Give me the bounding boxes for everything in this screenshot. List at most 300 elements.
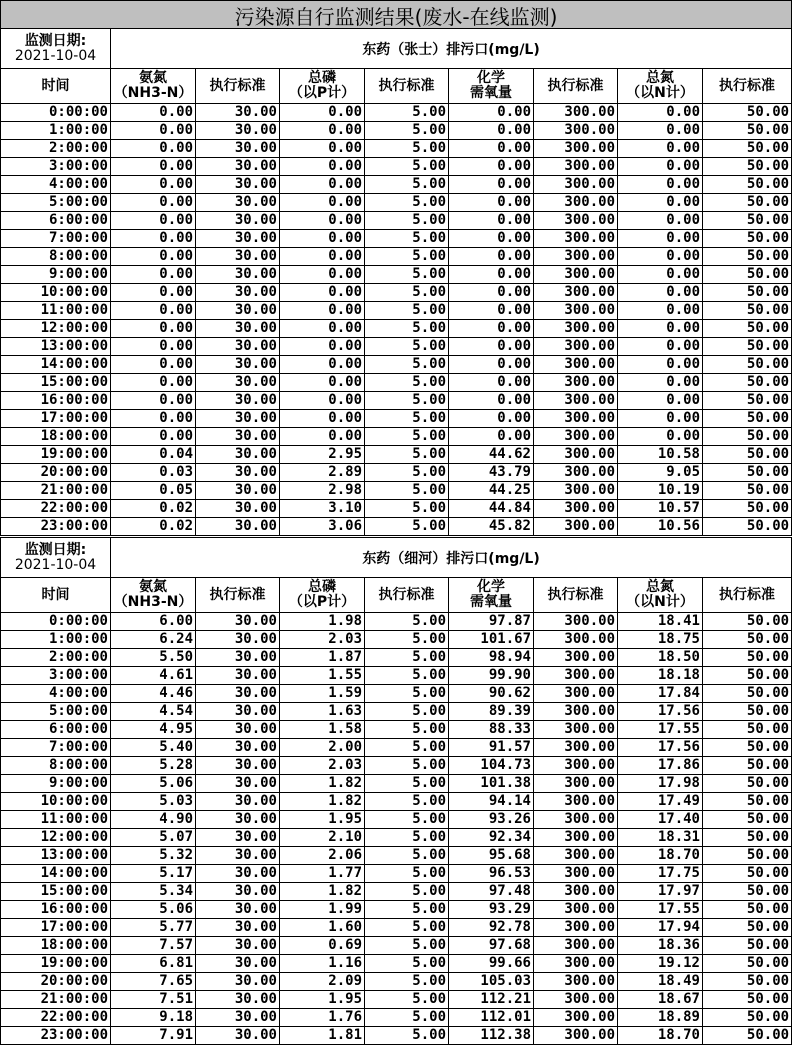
time-cell: 5:00:00: [1, 194, 111, 212]
standard-cell: 50.00: [703, 446, 792, 464]
phosphorus-cell: 1.99: [280, 901, 365, 919]
time-cell: 8:00:00: [1, 757, 111, 775]
monitoring-table-xihe: [0, 537, 792, 1045]
table-row: [1, 428, 792, 446]
ammonia-cell: 4.90: [111, 811, 196, 829]
standard-cell: 30.00: [196, 847, 280, 865]
standard-cell: 300.00: [534, 266, 618, 284]
standard-cell: 5.00: [365, 464, 449, 482]
nitrogen-cell: 18.41: [618, 613, 703, 631]
phosphorus-cell: 3.10: [280, 500, 365, 518]
nitrogen-cell: 18.75: [618, 631, 703, 649]
nitrogen-cell: 0.00: [618, 392, 703, 410]
standard-cell: 30.00: [196, 230, 280, 248]
standard-cell: 300.00: [534, 721, 618, 739]
standard-cell: 50.00: [703, 284, 792, 302]
header-cod: 化学 需氧量: [449, 578, 534, 613]
phosphorus-cell: 0.00: [280, 104, 365, 122]
nitrogen-cell: 18.31: [618, 829, 703, 847]
time-cell: 16:00:00: [1, 392, 111, 410]
cod-cell: 92.78: [449, 919, 534, 937]
time-cell: 22:00:00: [1, 1009, 111, 1027]
time-cell: 4:00:00: [1, 685, 111, 703]
standard-cell: 30.00: [196, 410, 280, 428]
ammonia-cell: 4.46: [111, 685, 196, 703]
standard-cell: 300.00: [534, 1027, 618, 1045]
nitrogen-cell: 18.50: [618, 649, 703, 667]
cod-cell: 112.01: [449, 1009, 534, 1027]
table-row: [1, 847, 792, 865]
phosphorus-cell: 0.00: [280, 122, 365, 140]
standard-cell: 5.00: [365, 847, 449, 865]
standard-cell: 50.00: [703, 973, 792, 991]
table-row: [1, 320, 792, 338]
time-cell: 21:00:00: [1, 991, 111, 1009]
time-cell: 15:00:00: [1, 883, 111, 901]
header-cod: 化学 需氧量: [449, 69, 534, 104]
standard-cell: 5.00: [365, 338, 449, 356]
ammonia-cell: 5.28: [111, 757, 196, 775]
time-cell: 11:00:00: [1, 811, 111, 829]
header-total-phosphorus: 总磷 （以P计）: [280, 578, 365, 613]
ammonia-cell: 0.00: [111, 302, 196, 320]
table-row: [1, 811, 792, 829]
standard-cell: 5.00: [365, 757, 449, 775]
cod-cell: 105.03: [449, 973, 534, 991]
time-cell: 11:00:00: [1, 302, 111, 320]
standard-cell: 30.00: [196, 1027, 280, 1045]
standard-cell: 300.00: [534, 104, 618, 122]
time-cell: 13:00:00: [1, 338, 111, 356]
standard-cell: 50.00: [703, 757, 792, 775]
ammonia-cell: 0.00: [111, 140, 196, 158]
time-cell: 2:00:00: [1, 649, 111, 667]
standard-cell: 50.00: [703, 140, 792, 158]
ammonia-cell: 0.00: [111, 392, 196, 410]
time-cell: 19:00:00: [1, 955, 111, 973]
standard-cell: 50.00: [703, 991, 792, 1009]
standard-cell: 50.00: [703, 955, 792, 973]
standard-cell: 30.00: [196, 248, 280, 266]
standard-cell: 5.00: [365, 266, 449, 284]
nitrogen-cell: 17.75: [618, 865, 703, 883]
standard-cell: 5.00: [365, 811, 449, 829]
phosphorus-cell: 0.00: [280, 356, 365, 374]
standard-cell: 50.00: [703, 518, 792, 536]
ammonia-cell: 7.57: [111, 937, 196, 955]
cod-cell: 97.68: [449, 937, 534, 955]
ammonia-cell: 0.00: [111, 158, 196, 176]
cod-cell: 92.34: [449, 829, 534, 847]
standard-cell: 50.00: [703, 865, 792, 883]
table-row: [1, 176, 792, 194]
nitrogen-cell: 0.00: [618, 428, 703, 446]
table-row: [1, 104, 792, 122]
standard-cell: 5.00: [365, 1009, 449, 1027]
ammonia-cell: 4.95: [111, 721, 196, 739]
monitor-date: 2021-10-04: [14, 47, 97, 64]
nitrogen-cell: 0.00: [618, 284, 703, 302]
header-standard: 执行标准: [703, 69, 792, 104]
column-header-row: [1, 578, 792, 613]
standard-cell: 5.00: [365, 667, 449, 685]
standard-cell: 30.00: [196, 991, 280, 1009]
standard-cell: 50.00: [703, 613, 792, 631]
phosphorus-cell: 0.00: [280, 158, 365, 176]
cod-cell: 98.94: [449, 649, 534, 667]
standard-cell: 30.00: [196, 829, 280, 847]
column-header-row: [1, 69, 792, 104]
standard-cell: 5.00: [365, 410, 449, 428]
standard-cell: 300.00: [534, 230, 618, 248]
ammonia-cell: 0.00: [111, 428, 196, 446]
phosphorus-cell: 3.06: [280, 518, 365, 536]
standard-cell: 30.00: [196, 613, 280, 631]
table-row: [1, 356, 792, 374]
standard-cell: 30.00: [196, 158, 280, 176]
standard-cell: 30.00: [196, 793, 280, 811]
standard-cell: 5.00: [365, 428, 449, 446]
phosphorus-cell: 1.98: [280, 613, 365, 631]
table-row: [1, 775, 792, 793]
standard-cell: 30.00: [196, 500, 280, 518]
header-ammonia: 氨氮 （NH3-N）: [111, 578, 196, 613]
standard-cell: 300.00: [534, 667, 618, 685]
cod-cell: 0.00: [449, 158, 534, 176]
outlet-name: 东药（张士）排污口(mg/L): [111, 29, 792, 69]
standard-cell: 30.00: [196, 667, 280, 685]
table-row: [1, 482, 792, 500]
standard-cell: 300.00: [534, 446, 618, 464]
time-cell: 10:00:00: [1, 284, 111, 302]
ammonia-cell: 6.24: [111, 631, 196, 649]
table-row: [1, 1009, 792, 1027]
time-cell: 6:00:00: [1, 721, 111, 739]
ammonia-cell: 5.50: [111, 649, 196, 667]
standard-cell: 300.00: [534, 356, 618, 374]
cod-cell: 88.33: [449, 721, 534, 739]
ammonia-cell: 0.00: [111, 284, 196, 302]
table-row: [1, 757, 792, 775]
standard-cell: 30.00: [196, 464, 280, 482]
cod-cell: 101.38: [449, 775, 534, 793]
nitrogen-cell: 17.56: [618, 703, 703, 721]
nitrogen-cell: 0.00: [618, 140, 703, 158]
standard-cell: 5.00: [365, 284, 449, 302]
standard-cell: 5.00: [365, 302, 449, 320]
standard-cell: 30.00: [196, 937, 280, 955]
standard-cell: 300.00: [534, 392, 618, 410]
standard-cell: 5.00: [365, 176, 449, 194]
time-cell: 9:00:00: [1, 266, 111, 284]
time-cell: 3:00:00: [1, 667, 111, 685]
time-cell: 14:00:00: [1, 356, 111, 374]
time-cell: 9:00:00: [1, 775, 111, 793]
table-row: [1, 667, 792, 685]
standard-cell: 30.00: [196, 883, 280, 901]
phosphorus-cell: 0.69: [280, 937, 365, 955]
time-cell: 20:00:00: [1, 973, 111, 991]
phosphorus-cell: 0.00: [280, 230, 365, 248]
header-total-nitrogen: 总氮 （以N计）: [618, 578, 703, 613]
ammonia-cell: 0.00: [111, 104, 196, 122]
time-cell: 15:00:00: [1, 374, 111, 392]
standard-cell: 50.00: [703, 428, 792, 446]
standard-cell: 30.00: [196, 338, 280, 356]
cod-cell: 91.57: [449, 739, 534, 757]
nitrogen-cell: 0.00: [618, 320, 703, 338]
cod-cell: 0.00: [449, 284, 534, 302]
table-row: [1, 631, 792, 649]
time-cell: 18:00:00: [1, 937, 111, 955]
header-total-phosphorus: 总磷 （以P计）: [280, 69, 365, 104]
phosphorus-cell: 0.00: [280, 302, 365, 320]
phosphorus-cell: 2.95: [280, 446, 365, 464]
cod-cell: 0.00: [449, 392, 534, 410]
standard-cell: 300.00: [534, 991, 618, 1009]
standard-cell: 50.00: [703, 721, 792, 739]
cod-cell: 99.66: [449, 955, 534, 973]
data-rows: [1, 613, 792, 1045]
phosphorus-cell: 2.10: [280, 829, 365, 847]
standard-cell: 5.00: [365, 685, 449, 703]
nitrogen-cell: 0.00: [618, 194, 703, 212]
standard-cell: 300.00: [534, 176, 618, 194]
phosphorus-cell: 2.06: [280, 847, 365, 865]
standard-cell: 50.00: [703, 919, 792, 937]
cod-cell: 112.38: [449, 1027, 534, 1045]
time-cell: 3:00:00: [1, 158, 111, 176]
cod-cell: 0.00: [449, 338, 534, 356]
phosphorus-cell: 0.00: [280, 320, 365, 338]
phosphorus-cell: 1.59: [280, 685, 365, 703]
ammonia-cell: 0.00: [111, 122, 196, 140]
standard-cell: 50.00: [703, 667, 792, 685]
time-cell: 20:00:00: [1, 464, 111, 482]
time-cell: 7:00:00: [1, 739, 111, 757]
standard-cell: 5.00: [365, 320, 449, 338]
nitrogen-cell: 0.00: [618, 230, 703, 248]
time-cell: 16:00:00: [1, 901, 111, 919]
table-row: [1, 829, 792, 847]
standard-cell: 300.00: [534, 1009, 618, 1027]
standard-cell: 5.00: [365, 248, 449, 266]
time-cell: 19:00:00: [1, 446, 111, 464]
time-cell: 14:00:00: [1, 865, 111, 883]
time-cell: 12:00:00: [1, 829, 111, 847]
nitrogen-cell: 17.40: [618, 811, 703, 829]
standard-cell: 300.00: [534, 775, 618, 793]
nitrogen-cell: 0.00: [618, 248, 703, 266]
cod-cell: 44.62: [449, 446, 534, 464]
standard-cell: 5.00: [365, 937, 449, 955]
standard-cell: 5.00: [365, 649, 449, 667]
nitrogen-cell: 19.12: [618, 955, 703, 973]
monitoring-table-zhangshi: [0, 28, 792, 536]
standard-cell: 30.00: [196, 721, 280, 739]
standard-cell: 30.00: [196, 374, 280, 392]
nitrogen-cell: 17.56: [618, 739, 703, 757]
standard-cell: 300.00: [534, 212, 618, 230]
nitrogen-cell: 18.67: [618, 991, 703, 1009]
standard-cell: 300.00: [534, 631, 618, 649]
phosphorus-cell: 0.00: [280, 248, 365, 266]
ammonia-cell: 0.02: [111, 500, 196, 518]
standard-cell: 30.00: [196, 865, 280, 883]
standard-cell: 300.00: [534, 302, 618, 320]
table-row: [1, 883, 792, 901]
standard-cell: 30.00: [196, 775, 280, 793]
ammonia-cell: 6.81: [111, 955, 196, 973]
phosphorus-cell: 1.87: [280, 649, 365, 667]
cod-cell: 0.00: [449, 212, 534, 230]
table-row: [1, 500, 792, 518]
standard-cell: 30.00: [196, 703, 280, 721]
ammonia-cell: 0.00: [111, 212, 196, 230]
nitrogen-cell: 0.00: [618, 158, 703, 176]
nitrogen-cell: 18.36: [618, 937, 703, 955]
phosphorus-cell: 1.95: [280, 811, 365, 829]
nitrogen-cell: 0.00: [618, 104, 703, 122]
ammonia-cell: 0.00: [111, 248, 196, 266]
nitrogen-cell: 0.00: [618, 266, 703, 284]
standard-cell: 50.00: [703, 194, 792, 212]
table-row: [1, 685, 792, 703]
nitrogen-cell: 18.18: [618, 667, 703, 685]
standard-cell: 30.00: [196, 284, 280, 302]
standard-cell: 5.00: [365, 991, 449, 1009]
time-cell: 17:00:00: [1, 410, 111, 428]
nitrogen-cell: 17.84: [618, 685, 703, 703]
standard-cell: 300.00: [534, 320, 618, 338]
phosphorus-cell: 0.00: [280, 392, 365, 410]
header-standard: 执行标准: [365, 578, 449, 613]
standard-cell: 30.00: [196, 518, 280, 536]
table-row: [1, 212, 792, 230]
time-cell: 2:00:00: [1, 140, 111, 158]
time-cell: 0:00:00: [1, 104, 111, 122]
standard-cell: 5.00: [365, 500, 449, 518]
standard-cell: 5.00: [365, 919, 449, 937]
nitrogen-cell: 17.98: [618, 775, 703, 793]
standard-cell: 5.00: [365, 703, 449, 721]
nitrogen-cell: 0.00: [618, 410, 703, 428]
standard-cell: 5.00: [365, 955, 449, 973]
standard-cell: 30.00: [196, 122, 280, 140]
standard-cell: 50.00: [703, 374, 792, 392]
ammonia-cell: 0.00: [111, 176, 196, 194]
phosphorus-cell: 2.03: [280, 631, 365, 649]
standard-cell: 30.00: [196, 320, 280, 338]
phosphorus-cell: 1.16: [280, 955, 365, 973]
nitrogen-cell: 0.00: [618, 374, 703, 392]
header-standard: 执行标准: [534, 69, 618, 104]
cod-cell: 89.39: [449, 703, 534, 721]
standard-cell: 30.00: [196, 482, 280, 500]
standard-cell: 50.00: [703, 883, 792, 901]
table-row: [1, 973, 792, 991]
ammonia-cell: 4.54: [111, 703, 196, 721]
standard-cell: 300.00: [534, 829, 618, 847]
ammonia-cell: 0.03: [111, 464, 196, 482]
standard-cell: 50.00: [703, 649, 792, 667]
standard-cell: 300.00: [534, 248, 618, 266]
phosphorus-cell: 0.00: [280, 140, 365, 158]
phosphorus-cell: 2.98: [280, 482, 365, 500]
standard-cell: 30.00: [196, 302, 280, 320]
phosphorus-cell: 2.09: [280, 973, 365, 991]
nitrogen-cell: 18.70: [618, 847, 703, 865]
cod-cell: 0.00: [449, 176, 534, 194]
cod-cell: 44.84: [449, 500, 534, 518]
standard-cell: 5.00: [365, 212, 449, 230]
standard-cell: 300.00: [534, 703, 618, 721]
cod-cell: 0.00: [449, 428, 534, 446]
standard-cell: 50.00: [703, 1009, 792, 1027]
standard-cell: 30.00: [196, 140, 280, 158]
ammonia-cell: 7.51: [111, 991, 196, 1009]
ammonia-cell: 5.03: [111, 793, 196, 811]
phosphorus-cell: 1.58: [280, 721, 365, 739]
standard-cell: 300.00: [534, 919, 618, 937]
table-row: [1, 374, 792, 392]
ammonia-cell: 5.32: [111, 847, 196, 865]
standard-cell: 50.00: [703, 176, 792, 194]
standard-cell: 30.00: [196, 811, 280, 829]
cod-cell: 96.53: [449, 865, 534, 883]
ammonia-cell: 0.00: [111, 356, 196, 374]
standard-cell: 50.00: [703, 230, 792, 248]
standard-cell: 50.00: [703, 793, 792, 811]
phosphorus-cell: 1.82: [280, 793, 365, 811]
standard-cell: 30.00: [196, 973, 280, 991]
standard-cell: 300.00: [534, 649, 618, 667]
standard-cell: 300.00: [534, 865, 618, 883]
standard-cell: 50.00: [703, 500, 792, 518]
ammonia-cell: 0.02: [111, 518, 196, 536]
cod-cell: 112.21: [449, 991, 534, 1009]
standard-cell: 50.00: [703, 1027, 792, 1045]
header-time: 时间: [1, 578, 111, 613]
standard-cell: 5.00: [365, 158, 449, 176]
standard-cell: 300.00: [534, 464, 618, 482]
cod-cell: 0.00: [449, 122, 534, 140]
phosphorus-cell: 0.00: [280, 374, 365, 392]
table-row: [1, 721, 792, 739]
ammonia-cell: 0.00: [111, 320, 196, 338]
standard-cell: 5.00: [365, 613, 449, 631]
standard-cell: 30.00: [196, 392, 280, 410]
time-cell: 10:00:00: [1, 793, 111, 811]
standard-cell: 30.00: [196, 104, 280, 122]
table-row: [1, 230, 792, 248]
date-label: 监测日期:: [24, 32, 87, 49]
cod-cell: 0.00: [449, 374, 534, 392]
standard-cell: 5.00: [365, 775, 449, 793]
header-standard: 执行标准: [196, 578, 280, 613]
ammonia-cell: 9.18: [111, 1009, 196, 1027]
table-row: [1, 194, 792, 212]
table-row: [1, 410, 792, 428]
standard-cell: 5.00: [365, 739, 449, 757]
ammonia-cell: 0.00: [111, 338, 196, 356]
ammonia-cell: 0.00: [111, 374, 196, 392]
cod-cell: 97.87: [449, 613, 534, 631]
standard-cell: 300.00: [534, 973, 618, 991]
table-row: [1, 284, 792, 302]
cod-cell: 0.00: [449, 194, 534, 212]
standard-cell: 5.00: [365, 374, 449, 392]
